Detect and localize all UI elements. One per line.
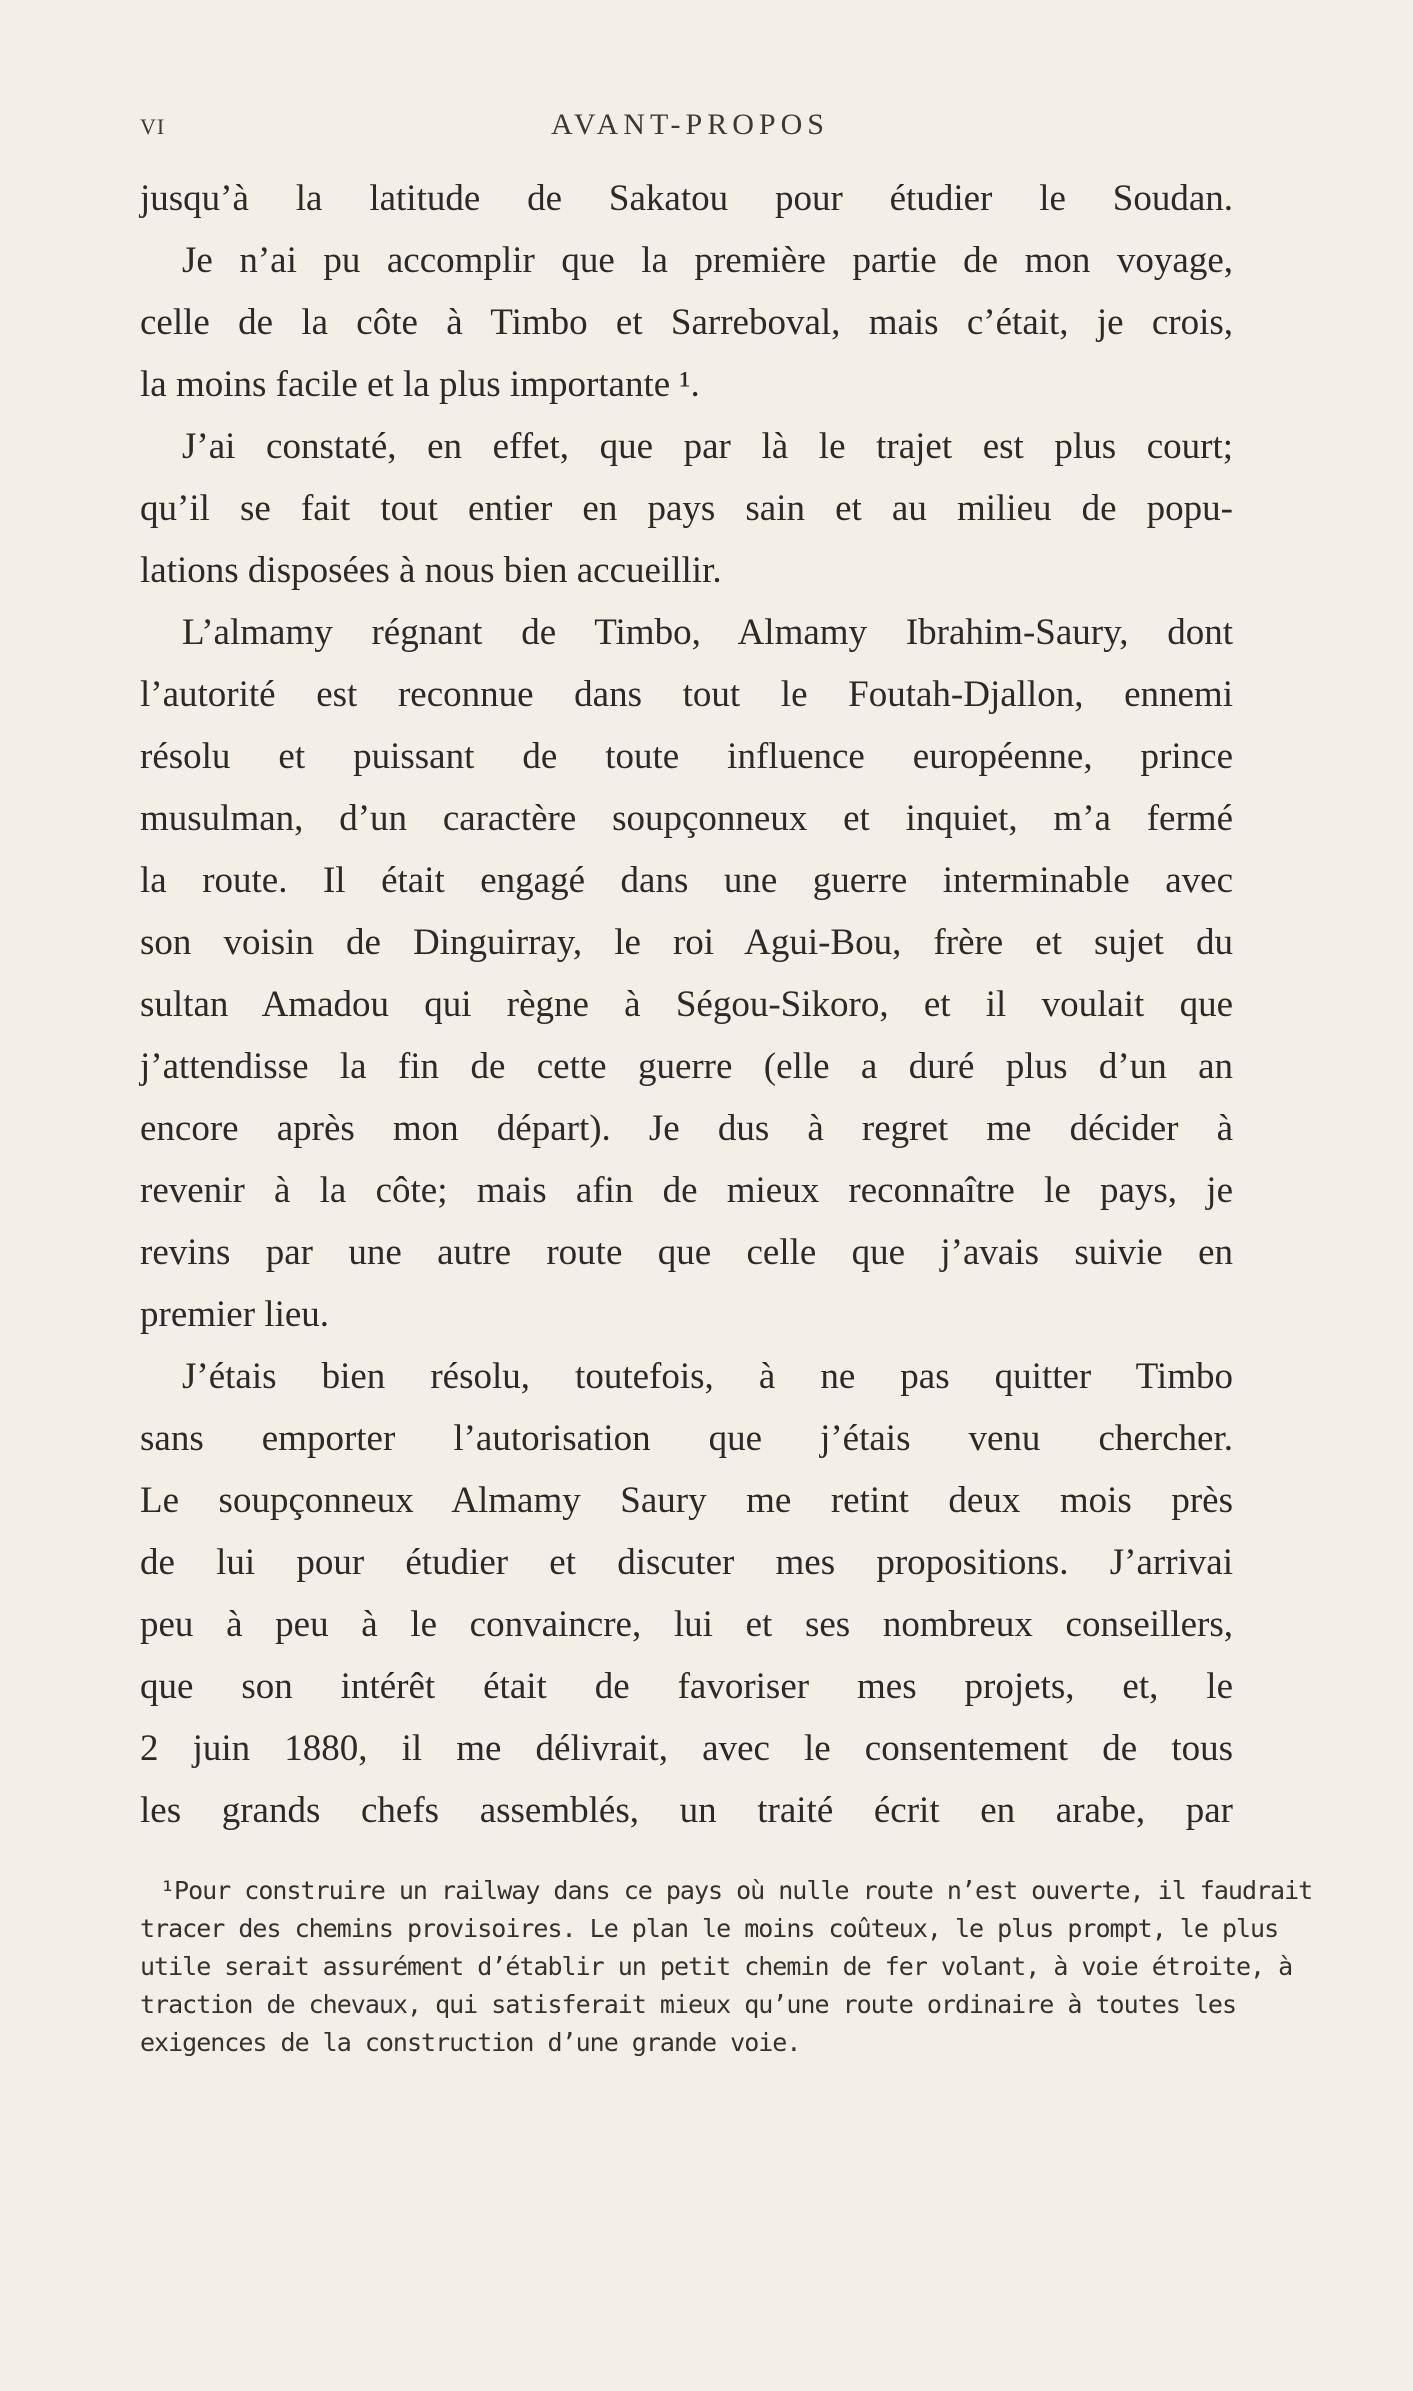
footnotes bbox=[140, 1872, 1313, 2062]
text-line: la route. Il était engagé dans une guerre interminable avec bbox=[140, 860, 1233, 901]
text-line: qu’il se fait tout entier en pays sain et au milieu de popu- bbox=[140, 488, 1233, 529]
text-line: 2 juin 1880, il me délivrait, avec le consentement de tous bbox=[140, 1728, 1233, 1769]
text-line: lations disposées à nous bien accueillir. bbox=[140, 550, 722, 591]
footnote-line: tracer des chemins provisoires. Le plan le moins coûteux, le plus prompt, le plus bbox=[140, 1914, 1279, 1943]
text-line: j’attendisse la fin de cette guerre (elle a duré plus d’un an bbox=[140, 1046, 1233, 1087]
page-number: VI bbox=[140, 114, 166, 139]
text-line: la moins facile et la plus importante ¹. bbox=[140, 364, 700, 405]
text-line: son voisin de Dinguirray, le roi Agui-Bou, frère et sujet du bbox=[140, 922, 1233, 963]
text-line: l’autorité est reconnue dans tout le Foutah-Djallon, ennemi bbox=[140, 674, 1233, 715]
text-line: J’étais bien résolu, toutefois, à ne pas quitter Timbo bbox=[182, 1356, 1233, 1397]
text-line: J’ai constaté, en effet, que par là le trajet est plus court; bbox=[182, 426, 1233, 467]
running-head bbox=[140, 100, 1240, 140]
text-line: de lui pour étudier et discuter mes propositions. J’arrivai bbox=[140, 1542, 1233, 1583]
text-line: résolu et puissant de toute influence européenne, prince bbox=[140, 736, 1233, 777]
footnote-line: exigences de la construction d’une grande voie. bbox=[140, 2028, 801, 2057]
running-title: AVANT-PROPOS bbox=[551, 108, 829, 141]
text-line: Je n’ai pu accomplir que la première partie de mon voyage, bbox=[182, 240, 1233, 281]
text-line: jusqu’à la latitude de Sakatou pour étudier le Soudan. bbox=[140, 178, 1233, 219]
text-line: les grands chefs assemblés, un traité écrit en arabe, par bbox=[140, 1790, 1233, 1831]
text-line: L’almamy régnant de Timbo, Almamy Ibrahim-Saury, dont bbox=[182, 612, 1233, 653]
text-line: sans emporter l’autorisation que j’étais venu chercher. bbox=[140, 1418, 1233, 1459]
text-line: revenir à la côte; mais afin de mieux reconnaître le pays, je bbox=[140, 1170, 1233, 1211]
body-text bbox=[140, 168, 1233, 1842]
footnote-line: utile serait assurément d’établir un petit chemin de fer volant, à voie étroite, à bbox=[140, 1952, 1293, 1981]
text-line: peu à peu à le convaincre, lui et ses nombreux conseillers, bbox=[140, 1604, 1233, 1645]
text-line: que son intérêt était de favoriser mes projets, et, le bbox=[140, 1666, 1233, 1707]
footnote-line: traction de chevaux, qui satisferait mieux qu’une route ordinaire à toutes les bbox=[140, 1990, 1236, 2019]
text-line: Le soupçonneux Almamy Saury me retint deux mois près bbox=[140, 1480, 1233, 1521]
footnote-line: ¹Pour construire un railway dans ce pays où nulle route n’est ouverte, il faudrait bbox=[160, 1876, 1313, 1905]
text-line: musulman, d’un caractère soupçonneux et inquiet, m’a fermé bbox=[140, 798, 1233, 839]
text-line: sultan Amadou qui règne à Ségou-Sikoro, et il voulait que bbox=[140, 984, 1233, 1025]
text-line: encore après mon départ). Je dus à regret me décider à bbox=[140, 1108, 1233, 1149]
text-line: celle de la côte à Timbo et Sarreboval, mais c’était, je crois, bbox=[140, 302, 1233, 343]
text-line: premier lieu. bbox=[140, 1294, 330, 1335]
text-line: revins par une autre route que celle que j’avais suivie en bbox=[140, 1232, 1233, 1273]
